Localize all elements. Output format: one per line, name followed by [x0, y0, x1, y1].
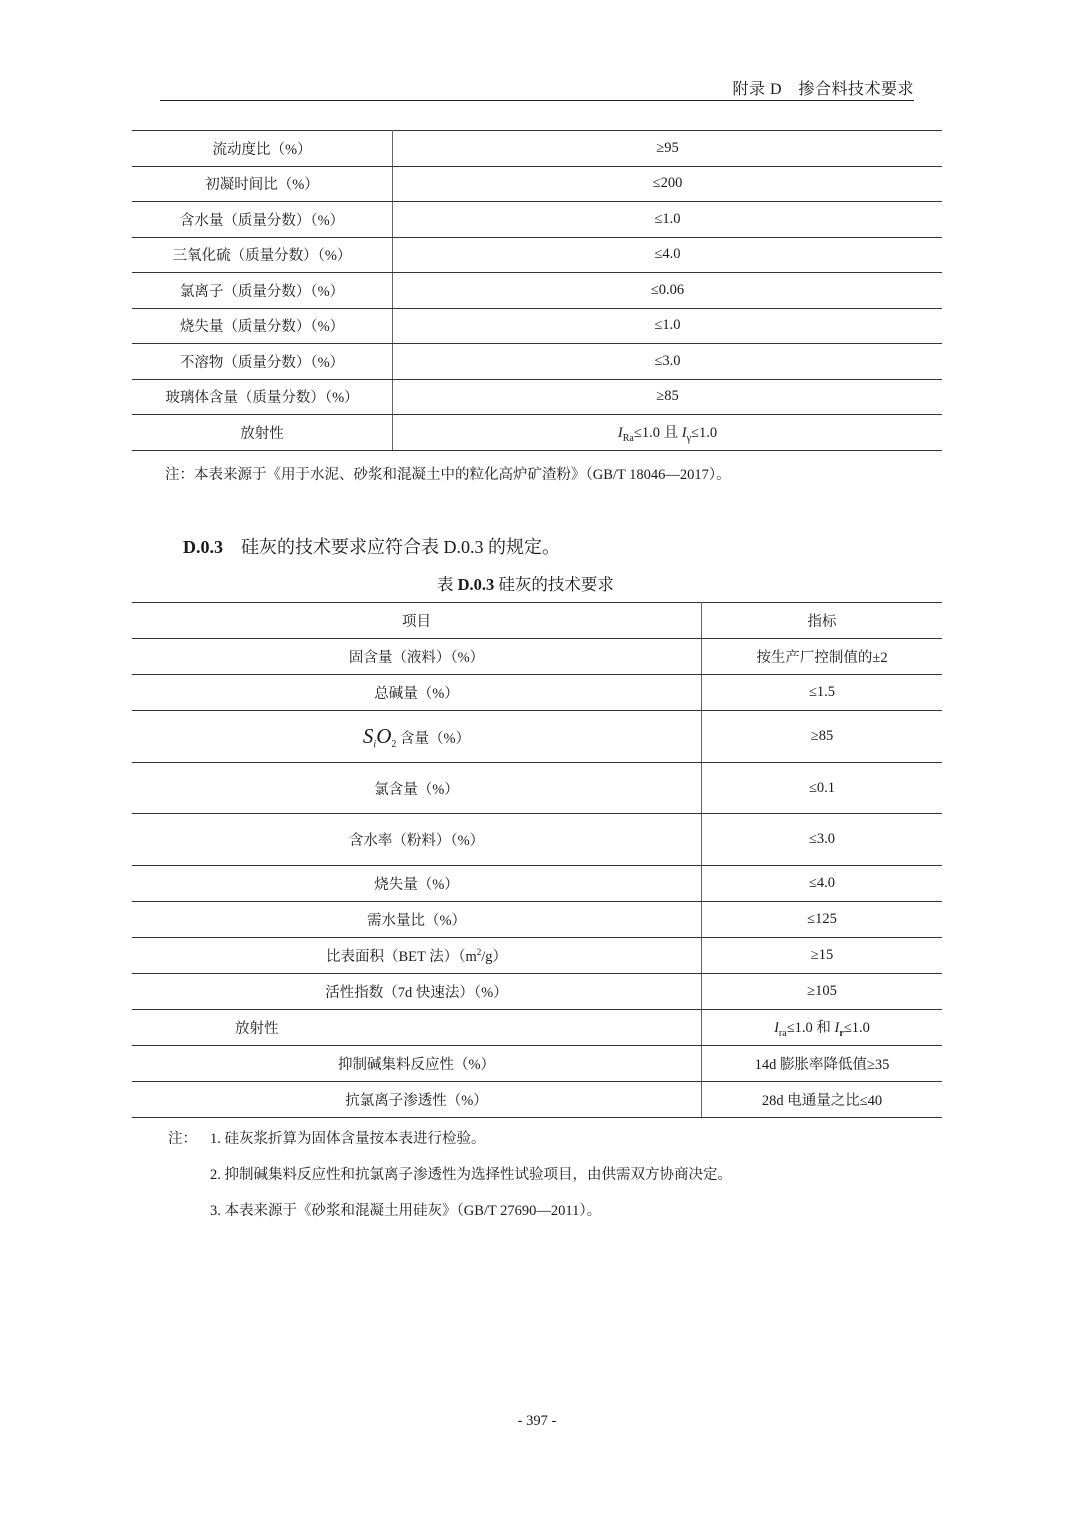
item-cell: 放射性: [132, 415, 393, 451]
text: 含量（%）: [396, 730, 471, 747]
value-cell: ≤1.0: [393, 308, 943, 344]
symbol: I: [681, 424, 687, 441]
value-cell: ≥85: [702, 711, 943, 763]
value-cell: ≥105: [702, 974, 943, 1010]
value-cell: ≤4.0: [393, 237, 943, 273]
item-cell: [132, 938, 702, 974]
item-cell: 氯离子（质量分数）（%）: [132, 273, 393, 309]
page-number: - 397 -: [517, 1413, 557, 1429]
text: /g）: [481, 949, 508, 965]
value-cell: ≤4.0: [702, 866, 943, 902]
item-cell: 流动度比（%）: [132, 131, 393, 167]
symbol: S: [362, 723, 374, 748]
table-row: [132, 379, 942, 415]
table-row: [132, 344, 942, 380]
table-header-row: [132, 603, 942, 639]
table-row: [132, 1046, 942, 1082]
value-cell: [702, 1010, 943, 1046]
superscript: 2: [476, 947, 482, 958]
silica-fume-requirements-table: [132, 602, 942, 1118]
subscript: r: [839, 1027, 844, 1039]
value-cell: ≤3.0: [702, 814, 943, 866]
value-cell: ≤200: [393, 166, 943, 202]
item-cell: 固含量（液料）（%）: [132, 639, 702, 675]
header-item: 项目: [132, 603, 702, 639]
section-number: D.0.3: [183, 537, 223, 557]
item-cell: 烧失量（%）: [132, 866, 702, 902]
table-row: [132, 202, 942, 238]
value-cell: ≥95: [393, 131, 943, 167]
table-row: [132, 308, 942, 344]
item-cell: 总碱量（%）: [132, 675, 702, 711]
value-cell: ≤1.5: [702, 675, 943, 711]
table-row: [132, 902, 942, 938]
symbol: O: [376, 723, 392, 748]
text: ≤1.0 且: [633, 424, 682, 441]
item-cell: 含水率（粉料）（%）: [132, 814, 702, 866]
caption-prefix: 表: [437, 575, 458, 594]
subscript: γ: [686, 432, 691, 444]
item-cell: 放射性: [132, 1010, 702, 1046]
value-cell: ≥15: [702, 938, 943, 974]
table-row: [132, 675, 942, 711]
symbol: I: [834, 1020, 840, 1037]
value-cell: ≤0.06: [393, 273, 943, 309]
section-heading: [183, 533, 560, 559]
table-row: [132, 711, 942, 763]
item-cell: 氯含量（%）: [132, 763, 702, 814]
item-cell: 不溶物（质量分数）（%）: [132, 344, 393, 380]
header-value: 指标: [702, 603, 943, 639]
caption-number: D.0.3: [457, 575, 495, 594]
value-cell: 按生产厂控制值的±2: [702, 639, 943, 675]
value-cell: ≤1.0: [393, 202, 943, 238]
symbol: I: [774, 1020, 779, 1037]
table-row: [132, 639, 942, 675]
table-row: [132, 763, 942, 814]
slag-powder-requirements-table: [132, 130, 942, 451]
item-cell: 需水量比（%）: [132, 902, 702, 938]
item-cell: 抑制碱集料反应性（%）: [132, 1046, 702, 1082]
value-cell: [393, 415, 943, 451]
table-row: [132, 866, 942, 902]
table-row: [132, 166, 942, 202]
item-cell: 三氧化硫（质量分数）（%）: [132, 237, 393, 273]
symbol: I: [617, 424, 623, 441]
text: ≤1.0: [843, 1020, 870, 1037]
subscript: i: [373, 738, 377, 750]
item-cell: 抗氯离子渗透性（%）: [132, 1082, 702, 1118]
table-caption: [437, 571, 614, 595]
value-cell: ≤125: [702, 902, 943, 938]
item-cell: 活性指数（7d 快速法）（%）: [132, 974, 702, 1010]
table-row: [132, 938, 942, 974]
table-row: [132, 814, 942, 866]
subscript: 2: [391, 738, 397, 750]
item-cell: 烧失量（质量分数）（%）: [132, 308, 393, 344]
item-cell: 玻璃体含量（质量分数）（%）: [132, 379, 393, 415]
text: ≤1.0: [690, 424, 718, 441]
table-row: [132, 273, 942, 309]
caption-text: 硅灰的技术要求: [494, 575, 614, 594]
table-row: [132, 974, 942, 1010]
note-item: 2. 抑制碱集料反应性和抗氯离子渗透性为选择性试验项目，由供需双方协商决定。: [210, 1167, 732, 1183]
value-cell: ≤3.0: [393, 344, 943, 380]
note-item: 1. 硅灰浆折算为固体含量按本表进行检验。: [210, 1131, 486, 1147]
value-cell: 14d 膨胀率降低值≥35: [702, 1046, 943, 1082]
subscript: ra: [778, 1027, 787, 1039]
value-cell: 28d 电通量之比≤40: [702, 1082, 943, 1118]
item-cell: 初凝时间比（%）: [132, 166, 393, 202]
table1-source-note: 注：本表来源于《用于水泥、砂浆和混凝土中的粒化高炉矿渣粉》（GB/T 18046—2017）。: [165, 467, 731, 483]
value-cell: ≥85: [393, 379, 943, 415]
value-cell: ≤0.1: [702, 763, 943, 814]
page-header: [160, 74, 914, 101]
item-cell: 含水量（质量分数）（%）: [132, 202, 393, 238]
section-text: 硅灰的技术要求应符合表 D.0.3 的规定。: [241, 537, 560, 557]
note-item: 3. 本表来源于《砂浆和混凝土用硅灰》（GB/T 27690—2011）。: [210, 1203, 602, 1219]
notes-label: 注：: [168, 1131, 197, 1147]
table-row: [132, 415, 942, 451]
header-title: 附录 D 掺合料技术要求: [732, 81, 914, 98]
table-row: [132, 237, 942, 273]
table-row: [132, 1082, 942, 1118]
text: 比表面积（BET 法）（m: [325, 949, 477, 965]
table-row: [132, 1010, 942, 1046]
table-row: [132, 131, 942, 167]
text: ≤1.0 和: [786, 1020, 835, 1037]
item-cell: [132, 711, 702, 763]
subscript: Ra: [622, 432, 634, 444]
